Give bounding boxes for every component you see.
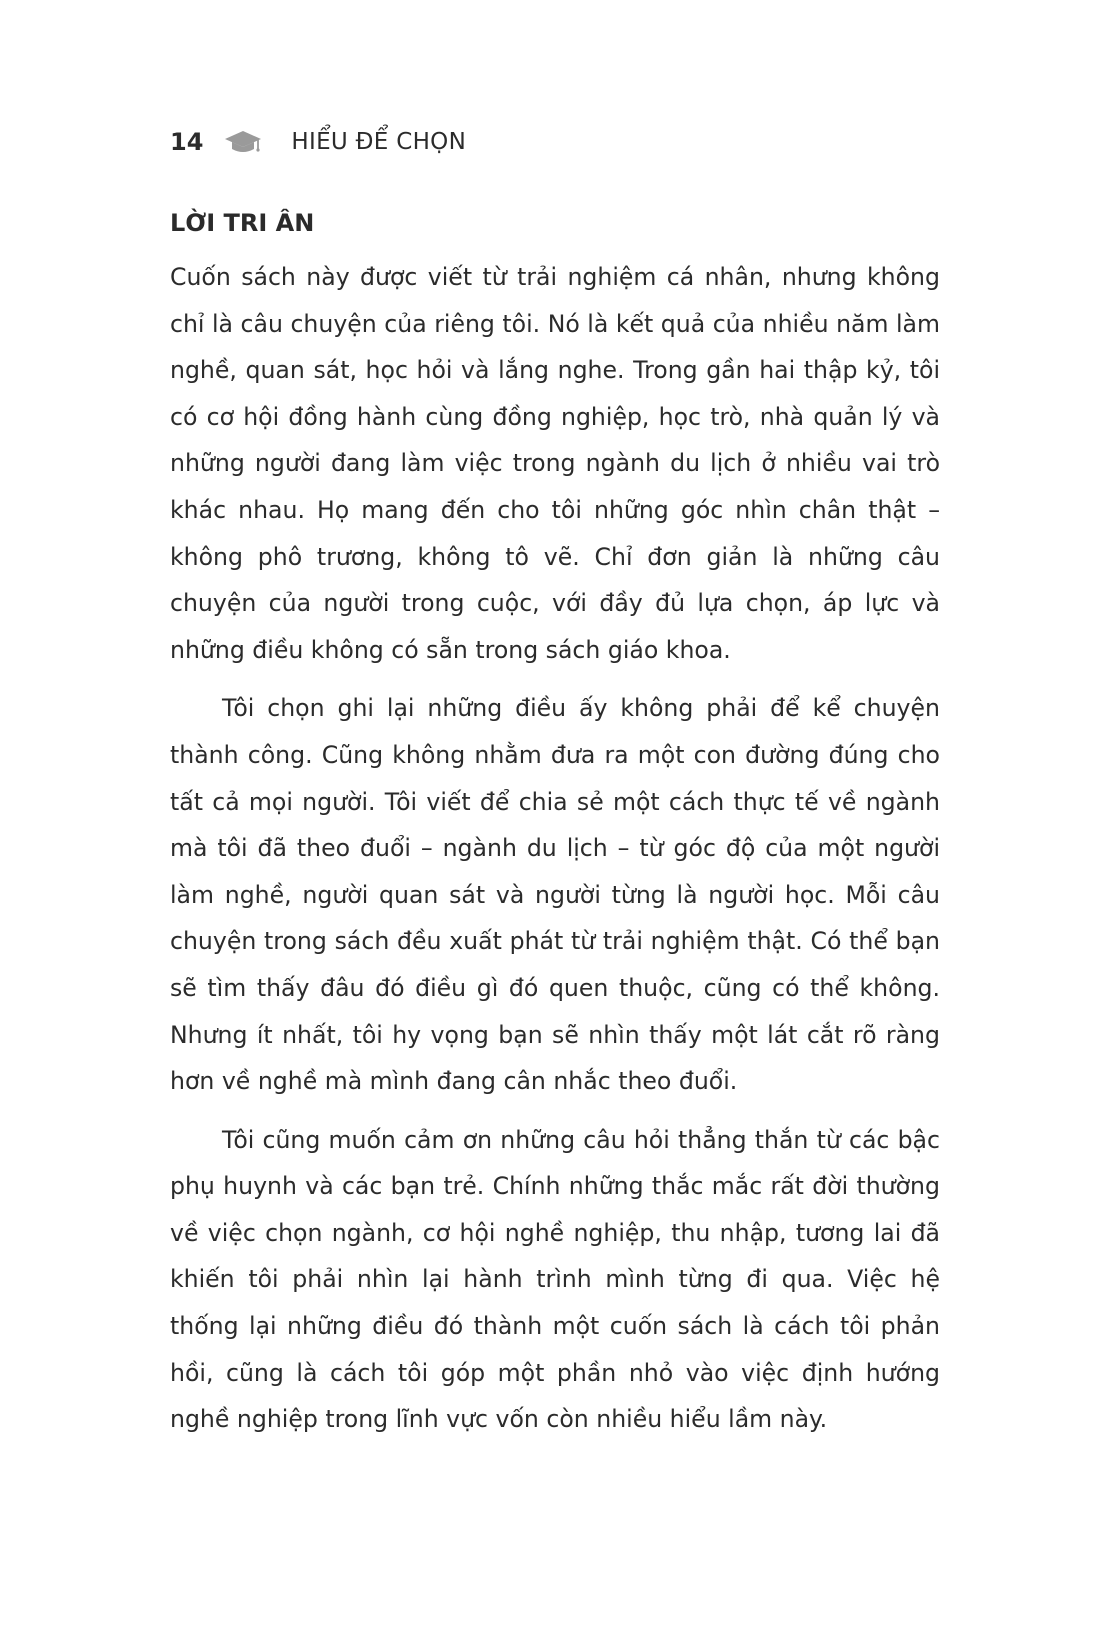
paragraph-1: Cuốn sách này được viết từ trải nghiệm cá nhân, nhưng không chỉ là câu chuyện của riêng tôi. Nó là kết quả của nhiều năm làm nghề, quan sát, học hỏi và lắng nghe. Trong gần hai thập kỷ, tôi có cơ hội đồng hành cùng đồng nghiệp, học trò, nhà quản lý và những người đang làm việc trong ngành du lịch ở nhiều vai trò khác nhau. Họ mang đến cho tôi những góc nhìn chân thật – không phô trương, không tô vẽ. Chỉ đơn giản là những câu chuyện của người trong cuộc, với đầy đủ lựa chọn, áp lực và những điều không có sẵn trong sách giáo khoa.: [170, 263, 940, 664]
section-heading: LỜI TRI ÂN: [170, 209, 315, 237]
page-content: [170, 206, 940, 1443]
running-header: [170, 124, 466, 160]
graduation-cap-icon: [223, 129, 263, 155]
paragraph-2: Tôi chọn ghi lại những điều ấy không phải để kể chuyện thành công. Cũng không nhằm đưa ra một con đường đúng cho tất cả mọi người. Tôi viết để chia sẻ một cách thực tế về ngành mà tôi đã theo đuổi – ngành du lịch – từ góc độ của một người làm nghề, người quan sát và người từng là người học. Mỗi câu chuyện trong sách đều xuất phát từ trải nghiệm thật. Có thể bạn sẽ tìm thấy đâu đó điều gì đó quen thuộc, cũng có thể không. Nhưng ít nhất, tôi hy vọng bạn sẽ nhìn thấy một lát cắt rõ ràng hơn về nghề mà mình đang cân nhắc theo đuổi.: [170, 694, 940, 1096]
paragraph-3: Tôi cũng muốn cảm ơn những câu hỏi thẳng thắn từ các bậc phụ huynh và các bạn trẻ. Chính những thắc mắc rất đời thường về việc chọn ngành, cơ hội nghề nghiệp, thu nhập, tương lai đã khiến tôi phải nhìn lại hành trình mình từng đi qua. Việc hệ thống lại những điều đó thành một cuốn sách là cách tôi phản hồi, cũng là cách tôi góp một phần nhỏ vào việc định hướng nghề nghiệp trong lĩnh vực vốn còn nhiều hiểu lầm này.: [170, 1125, 940, 1434]
page-number: 14: [170, 128, 204, 156]
book-title: HIỂU ĐỂ CHỌN: [291, 129, 467, 155]
